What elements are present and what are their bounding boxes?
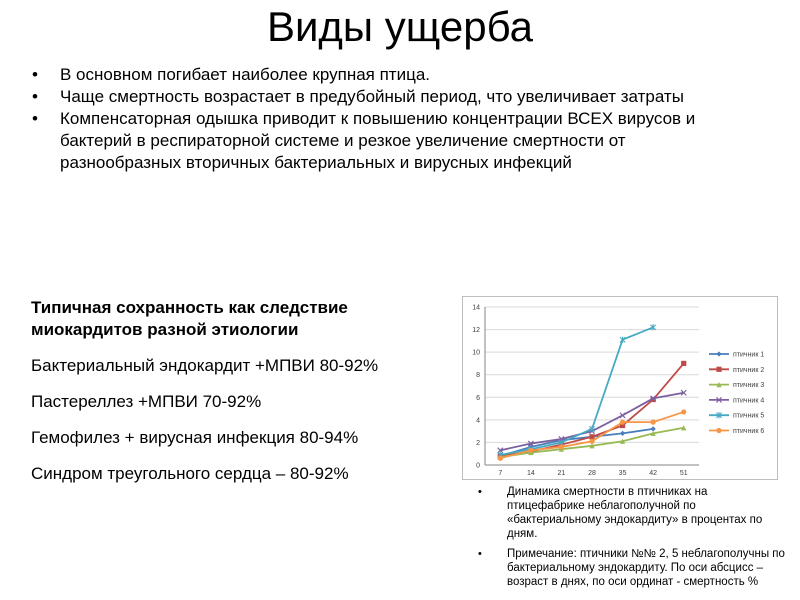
data-point xyxy=(651,426,656,431)
legend-marker xyxy=(716,351,721,356)
bullet-item xyxy=(32,86,732,108)
series-line-5 xyxy=(500,327,653,455)
legend-label: птичник 2 xyxy=(733,366,765,374)
bullet-marker: • xyxy=(478,548,482,560)
bullet-marker: • xyxy=(32,109,38,128)
legend-label: птичник 5 xyxy=(733,412,765,420)
data-point xyxy=(620,431,625,436)
survival-item: Бактериальный эндокардит +МПВИ 80-92% xyxy=(31,356,379,375)
y-tick-label: 14 xyxy=(472,304,480,312)
legend-label: птичник 3 xyxy=(733,382,765,390)
x-tick-label: 28 xyxy=(588,470,596,477)
data-point xyxy=(681,409,686,414)
note-item xyxy=(478,485,788,541)
data-point xyxy=(528,448,533,453)
data-point xyxy=(559,444,564,449)
data-point xyxy=(681,361,686,366)
x-tick-label: 7 xyxy=(498,470,503,477)
bullet-text: Компенсаторная одышка приводит к повышению концентрации ВСЕХ вирусов и бактерий в респираторной системе и резкое увеличение смертности от разнообразных вторичных бактериальных и вирусных инфекций xyxy=(60,109,696,172)
bullet-item xyxy=(32,108,732,174)
x-tick-label: 51 xyxy=(679,470,688,477)
y-tick-label: 6 xyxy=(476,394,480,402)
x-tick-label: 14 xyxy=(526,470,535,477)
slide-title: Виды ущерба xyxy=(266,3,534,50)
mortality-chart xyxy=(462,296,778,480)
bullet-list xyxy=(32,64,732,174)
data-point xyxy=(620,420,625,425)
bullet-marker: • xyxy=(478,486,482,498)
survival-item: Гемофилез + вирусная инфекция 80-94% xyxy=(31,428,359,447)
data-point xyxy=(651,420,656,425)
y-tick-label: 10 xyxy=(472,349,480,357)
legend-marker xyxy=(716,367,721,372)
survival-item: Пастереллез +МПВИ 70-92% xyxy=(31,392,262,411)
data-point xyxy=(589,439,594,444)
chart-notes xyxy=(478,485,788,589)
note-item xyxy=(478,547,788,589)
y-tick-label: 4 xyxy=(476,417,480,425)
y-tick-label: 2 xyxy=(476,439,480,447)
legend-label: птичник 6 xyxy=(733,428,765,435)
bullet-marker: • xyxy=(32,65,38,84)
legend-label: птичник 4 xyxy=(733,397,765,405)
survival-item: Синдром треугольного сердца – 80-92% xyxy=(31,464,349,483)
legend-marker xyxy=(716,428,721,433)
chart-svg xyxy=(463,297,777,479)
y-tick-label: 0 xyxy=(476,462,480,470)
legend-label: птичник 1 xyxy=(733,351,765,359)
y-tick-label: 8 xyxy=(476,372,480,380)
bullet-item xyxy=(32,64,732,86)
bullet-marker: • xyxy=(32,87,38,106)
y-tick-label: 12 xyxy=(472,327,480,335)
data-point xyxy=(589,434,594,439)
bullet-text: В основном погибает наиболее крупная птица. xyxy=(60,65,430,84)
note-text: Динамика смертности в птичниках на птицефабрике неблагополучной по «бактериальному эндокардиту» в процентах по дням. xyxy=(507,486,763,540)
x-tick-label: 35 xyxy=(618,470,627,477)
x-tick-label: 21 xyxy=(557,470,566,477)
survival-summary xyxy=(31,297,451,485)
survival-heading: Типичная сохранность как следствие миокардитов разной этиологии xyxy=(31,298,348,339)
note-text: Примечание: птичники №№ 2, 5 неблагополучны по бактериальному эндокардиту. По оси абсцисс –возраст в днях, по оси ординат - смертность % xyxy=(507,548,785,588)
bullet-text: Чаще смертность возрастает в предубойный период, что увеличивает затраты xyxy=(60,87,684,106)
data-point xyxy=(498,456,503,461)
x-tick-label: 42 xyxy=(649,470,658,477)
